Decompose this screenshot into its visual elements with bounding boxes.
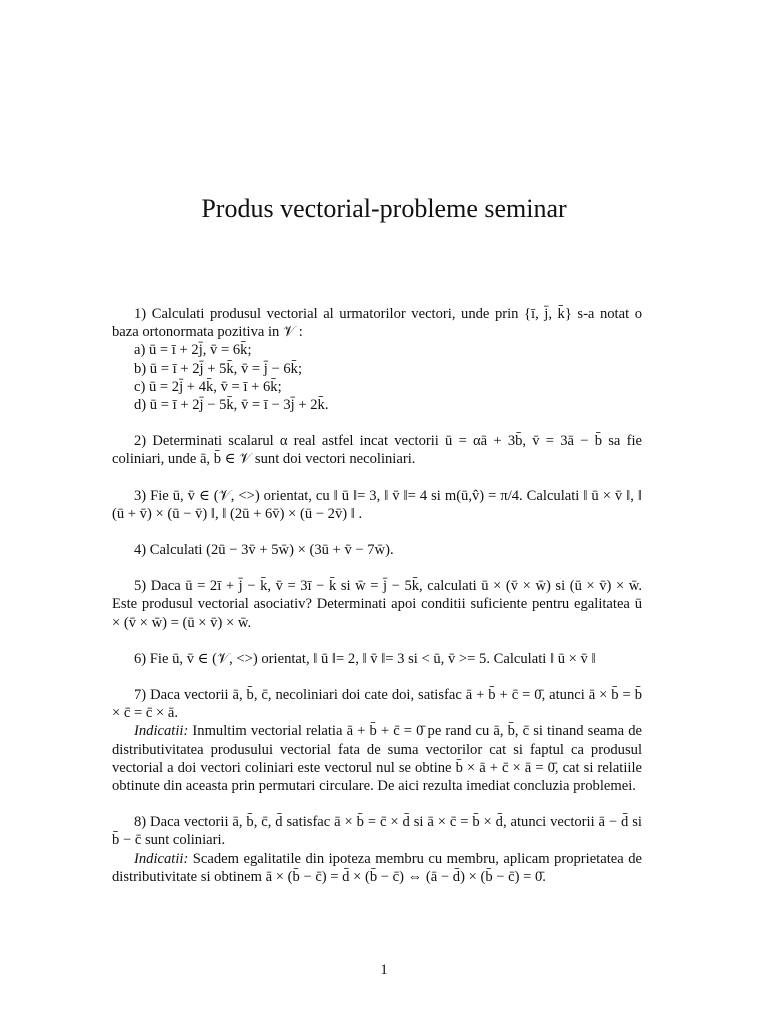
problem-1-item-b: b) ū = ī + 2j̄ + 5k̄, v̄ = j̄ − 6k̄; (134, 360, 303, 377)
problem-8-hint-text: Scadem egalitatile din ipoteza membru cu membru, aplicam proprietatea de distributivitate si obtinem ā × (b̄ − c̄) = d̄ × (b̄ − c̄) ⇔ (ā − d̄) × (b̄ − c̄) = 0̄. (112, 850, 642, 885)
problem-6: 6) Fie ū, v̄ ∈ (𝒱, <>) orientat, ‖ ū ‖= 2, ‖ v̄ ‖= 3 si < ū, v̄ >= 5. Calculati ‖ ū × v̄ ‖ (134, 650, 596, 667)
problem-4: 4) Calculati (2ū − 3v̄ + 5w̄) × (3ū + v̄ − 7w̄). (134, 542, 394, 559)
problem-2: 2) Determinati scalarul α real astfel incat vectorii ū = αā + 3b̄, v̄ = 3ā − b̄ sa fie coliniari, unde ā, b̄ ∈ 𝒱 sunt doi vectori necoliniari. (112, 433, 642, 468)
problem-1-item-c: c) ū = 2j̄ + 4k̄, v̄ = ī + 6k̄; (134, 378, 282, 395)
problem-7-hint-text: Inmultim vectorial relatia ā + b̄ + c̄ = 0̄ pe rand cu ā, b̄, c̄ si tinand seama de distributivitatea produsului vectorial fata de suma vectorilor cat si faptul ca produsul vectorial a doi vectori coliniari este vectorul nul se obtine b̄ × ā + c̄ × ā = 0̄, cat si relatiile obtinute din aceasta prin permutari circulare. De aici rezulta imediat concluzia problemei. (112, 723, 642, 795)
problem-8-hint (112, 850, 642, 886)
page-number: 1 (380, 962, 388, 978)
problem-3: 3) Fie ū, v̄ ∈ (𝒱, <>) orientat, cu ‖ ū ‖= 3, ‖ v̄ ‖= 4 si m(ū,v̂) = π/4. Calculati ‖ ū × v̄ ‖, ‖ (ū + v̄) × (ū − v̄) ‖, ‖ (2ū + 6v̄) × (ū − 2v̄) ‖ . (112, 487, 642, 522)
problem-8-statement: 8) Daca vectorii ā, b̄, c̄, d̄ satisfac ā × b̄ = c̄ × d̄ si ā × c̄ = b̄ × d̄, atunci vectorii ā − d̄ si b̄ − c̄ sunt coliniari. (112, 814, 642, 849)
problem-1-intro: 1) Calculati produsul vectorial al urmatorilor vectori, unde prin {ī, j̄, k̄} s-a notat o baza ortonormata pozitiva in 𝒱 : (112, 306, 642, 341)
problem-1-item-d: d) ū = ī + 2j̄ − 5k̄, v̄ = ī − 3j̄ + 2k̄. (134, 397, 329, 414)
problem-list (112, 305, 642, 886)
problem-7-statement: 7) Daca vectorii ā, b̄, c̄, necoliniari doi cate doi, satisfac ā + b̄ + c̄ = 0̄, atunci ā × b̄ = b̄ × c̄ = c̄ × ā. (112, 687, 642, 722)
problem-7-hint (112, 722, 642, 795)
problem-7-hint-label: Indicatii: (134, 723, 189, 740)
problem-8-hint-label: Indicatii: (134, 850, 189, 867)
problem-1-item-a: a) ū = ī + 2j̄, v̄ = 6k̄; (134, 342, 252, 359)
problem-5: 5) Daca ū = 2ī + j̄ − k̄, v̄ = 3ī − k̄ si w̄ = j̄ − 5k̄, calculati ū × (v̄ × w̄) si (ū × v̄) × w̄. Este produsul vectorial asociativ? Determinati apoi conditii suficiente pentru egalitatea ū × (v̄ × w̄) = (ū × v̄) × w̄. (112, 578, 642, 631)
page-title: Produs vectorial-probleme seminar (201, 194, 567, 223)
